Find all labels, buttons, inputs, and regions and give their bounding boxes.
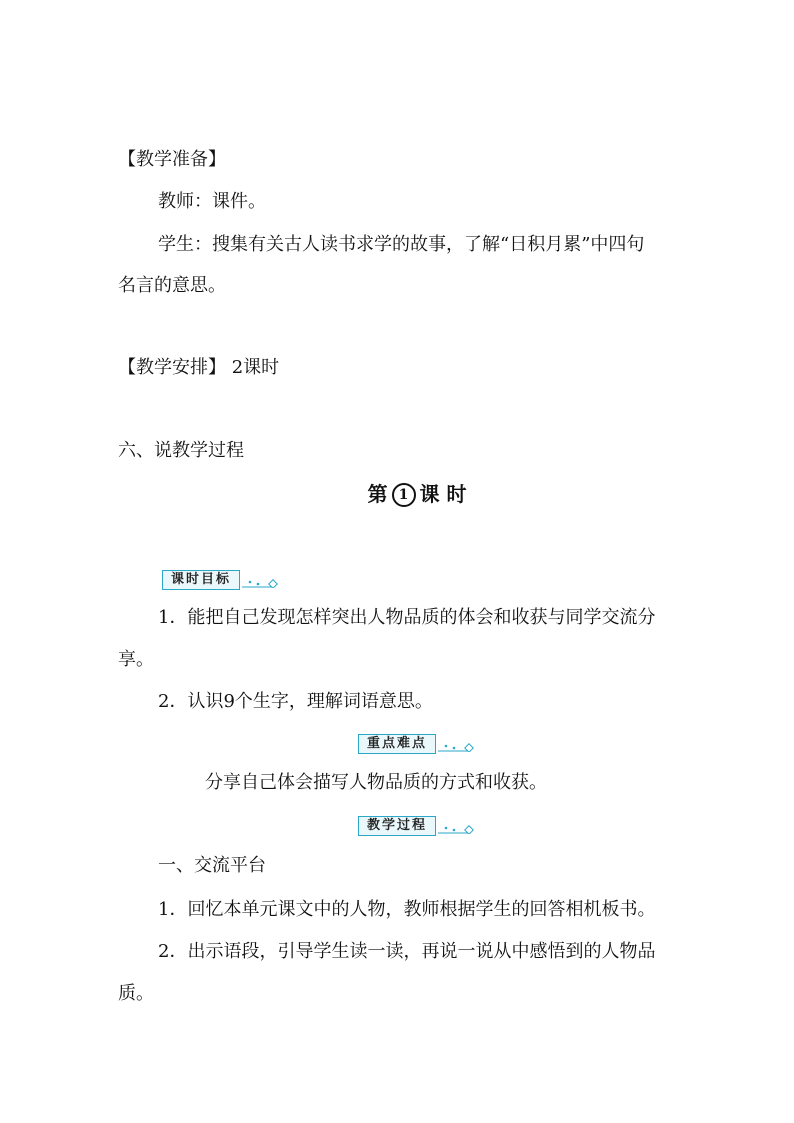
goals-tag xyxy=(162,570,282,590)
prep-student-line2: 名言的意思。 xyxy=(118,275,226,296)
steps-heading: 一、交流平台 xyxy=(158,855,266,876)
steps-tag xyxy=(358,816,478,836)
arrangement: 【教学安排】 2课时 xyxy=(118,357,280,378)
prep-heading: 【教学准备】 xyxy=(118,149,226,170)
lesson-title xyxy=(0,480,794,508)
key-tag xyxy=(358,734,478,754)
lesson-title-suffix: 课 时 xyxy=(419,482,467,506)
tag-decoration-icon xyxy=(242,578,282,588)
goal-item2: 2．认识9个生字，理解词语意思。 xyxy=(158,691,433,712)
tag-decoration-icon xyxy=(438,824,478,834)
goals-tag-label: 课时目标 xyxy=(162,570,240,590)
key-tag-label: 重点难点 xyxy=(358,734,436,754)
lesson-title-prefix: 第 xyxy=(367,482,388,506)
steps-tag-label: 教学过程 xyxy=(358,816,436,836)
prep-student-line1: 学生：搜集有关古人读书求学的故事，了解“日积月累”中四句 xyxy=(158,234,645,255)
step-item1: 1．回忆本单元课文中的人物，教师根据学生的回答相机板书。 xyxy=(158,899,656,920)
tag-decoration-icon xyxy=(438,742,478,752)
step-item2-line2: 质。 xyxy=(118,983,154,1004)
goal-item1-line1: 1．能把自己发现怎样突出人物品质的体会和收获与同学交流分 xyxy=(158,607,656,628)
process-heading: 六、说教学过程 xyxy=(118,440,244,461)
key-text: 分享自己体会描写人物品质的方式和收获。 xyxy=(205,772,547,793)
step-item2-line1: 2．出示语段，引导学生读一读，再说一说从中感悟到的人物品 xyxy=(158,941,656,962)
goal-item1-line2: 享。 xyxy=(118,649,154,670)
prep-teacher: 教师：课件。 xyxy=(158,191,266,212)
lesson-number: 1 xyxy=(392,483,416,507)
